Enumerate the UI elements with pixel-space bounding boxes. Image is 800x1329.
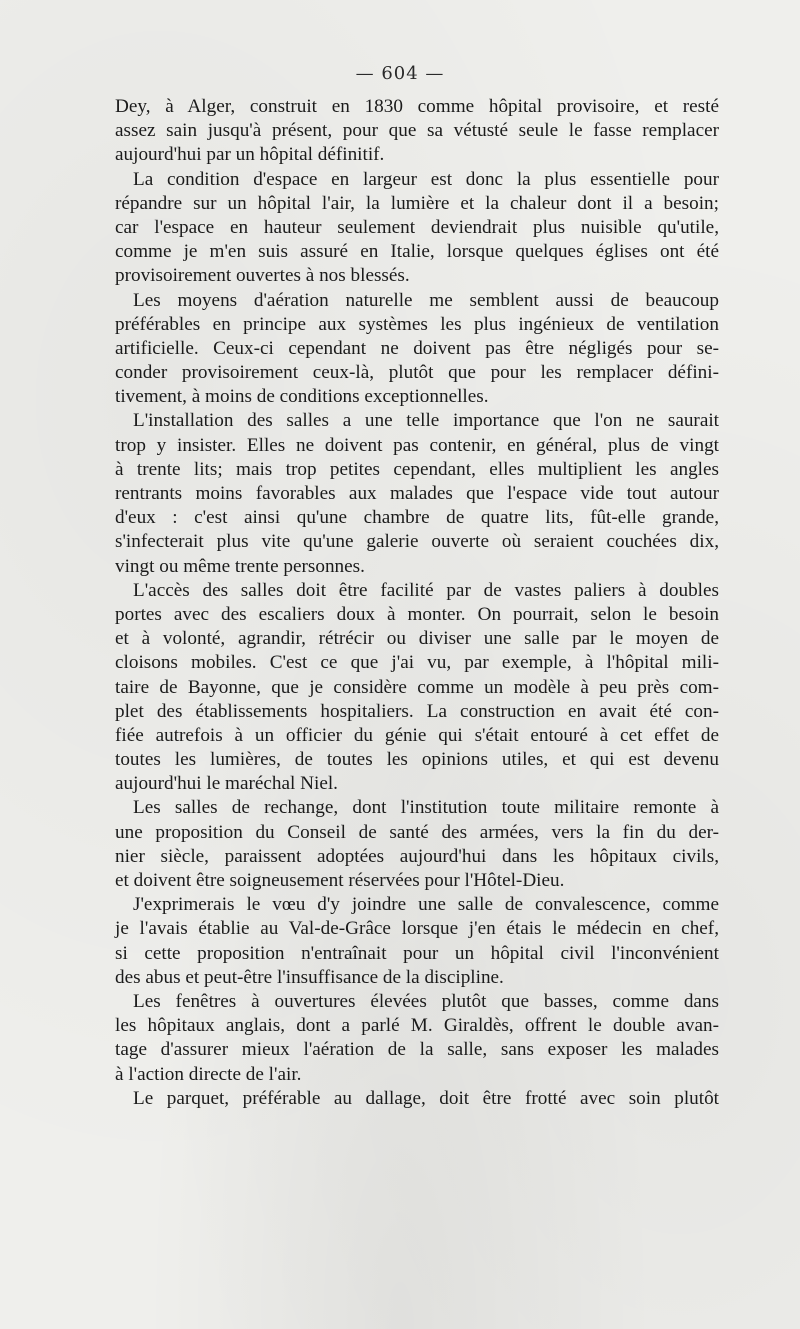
- paragraph: [115, 95, 719, 168]
- text-line: portes avec des escaliers doux à monter. On pourrait, selon le besoin: [115, 603, 719, 625]
- text-line: nier siècle, paraissent adoptées aujourd'hui dans les hôpitaux civils,: [115, 845, 719, 867]
- text-line: cloisons mobiles. C'est ce que j'ai vu, par exemple, à l'hôpital mili-: [115, 652, 719, 674]
- text-line: je l'avais établie au Val-de-Grâce lorsque j'en étais le médecin en chef,: [115, 918, 719, 940]
- text-line: conder provisoirement ceux-là, plutôt que pour les remplacer défini-: [115, 362, 719, 384]
- text-line: tivement, à moins de conditions exceptionnelles.: [115, 386, 489, 408]
- text-line: Les moyens d'aération naturelle me semblent aussi de beaucoup: [133, 289, 719, 311]
- text-line: trop y insister. Elles ne doivent pas contenir, en général, plus de vingt: [115, 434, 719, 456]
- text-line: vingt ou même trente personnes.: [115, 555, 365, 577]
- text-line: artificielle. Ceux-ci cependant ne doivent pas être négligés pour se-: [115, 337, 719, 359]
- text-line: Dey, à Alger, construit en 1830 comme hôpital provisoire, et resté: [115, 96, 719, 117]
- paragraph: [115, 409, 719, 578]
- text-line: plet des établissements hospitaliers. La construction en avait été con-: [115, 700, 719, 722]
- paragraph: [115, 796, 719, 893]
- text-line: car l'espace en hauteur seulement deviendrait plus nuisible qu'utile,: [115, 216, 719, 238]
- text-line: des abus et peut-être l'insuffisance de la discipline.: [115, 966, 504, 988]
- text-line: Les fenêtres à ouvertures élevées plutôt que basses, comme dans: [133, 990, 719, 1012]
- text-line: à l'action directe de l'air.: [115, 1063, 302, 1085]
- paragraph: [115, 990, 719, 1087]
- paragraph: [115, 289, 719, 410]
- text-line: provisoirement ouvertes à nos blessés.: [115, 265, 410, 287]
- text-line: assez sain jusqu'à présent, pour que sa vétusté seule le fasse remplacer: [115, 120, 719, 142]
- text-line: rentrants moins favorables aux malades que l'espace vide tout autour: [115, 483, 719, 504]
- text-line: aujourd'hui le maréchal Niel.: [115, 773, 338, 795]
- text-line: une proposition du Conseil de santé des armées, vers la fin du der-: [115, 821, 719, 843]
- text-line: L'accès des salles doit être facilité par de vastes paliers à doubles: [133, 579, 719, 601]
- paragraph: [115, 168, 719, 289]
- text-line: à trente lits; mais trop petites cependant, elles multiplient les angles: [115, 458, 719, 480]
- paragraph: [115, 893, 719, 990]
- text-line: Les salles de rechange, dont l'institution toute militaire remonte à: [133, 797, 719, 819]
- text-line: préférables en principe aux systèmes les plus ingénieux de ventilation: [115, 313, 719, 335]
- text-line: comme je m'en suis assuré en Italie, lorsque quelques églises ont été: [115, 241, 719, 263]
- text-line: fiée autrefois à un officier du génie qui s'était entouré à cet effet de: [115, 724, 719, 746]
- text-line: les hôpitaux anglais, dont a parlé M. Giraldès, offrent le double avan-: [115, 1015, 719, 1037]
- text-line: si cette proposition n'entraînait pour un hôpital civil l'inconvénient: [115, 942, 719, 964]
- text-line: La condition d'espace en largeur est donc la plus essentielle pour: [133, 168, 719, 190]
- text-line: Le parquet, préférable au dallage, doit être frotté avec soin plutôt: [133, 1087, 719, 1109]
- text-line: J'exprimerais le vœu d'y joindre une salle de convalescence, comme: [133, 894, 719, 916]
- text-line: répandre sur un hôpital l'air, la lumière et la chaleur dont il a besoin;: [115, 192, 719, 214]
- text-line: aujourd'hui par un hôpital définitif.: [115, 144, 385, 166]
- page-number: — 604 —: [355, 63, 445, 84]
- paragraph: [115, 1087, 719, 1111]
- text-line: taire de Bayonne, que je considère comme un modèle à peu près com-: [115, 676, 719, 698]
- text-line: L'installation des salles a une telle importance que l'on ne saurait: [133, 410, 719, 432]
- body-text: [115, 95, 719, 1111]
- text-line: tage d'assurer mieux l'aération de la salle, sans exposer les malades: [115, 1039, 719, 1061]
- text-line: s'infecterait plus vite qu'une galerie ouverte où seraient couchées dix,: [115, 531, 719, 553]
- text-line: toutes les lumières, de toutes les opinions utiles, et qui est devenu: [115, 749, 719, 771]
- paragraph: [115, 579, 719, 797]
- text-line: d'eux : c'est ainsi qu'une chambre de quatre lits, fût-elle grande,: [115, 507, 719, 529]
- text-line: et à volonté, agrandir, rétrécir ou diviser une salle par le moyen de: [115, 628, 719, 650]
- text-line: et doivent être soigneusement réservées pour l'Hôtel-Dieu.: [115, 870, 565, 891]
